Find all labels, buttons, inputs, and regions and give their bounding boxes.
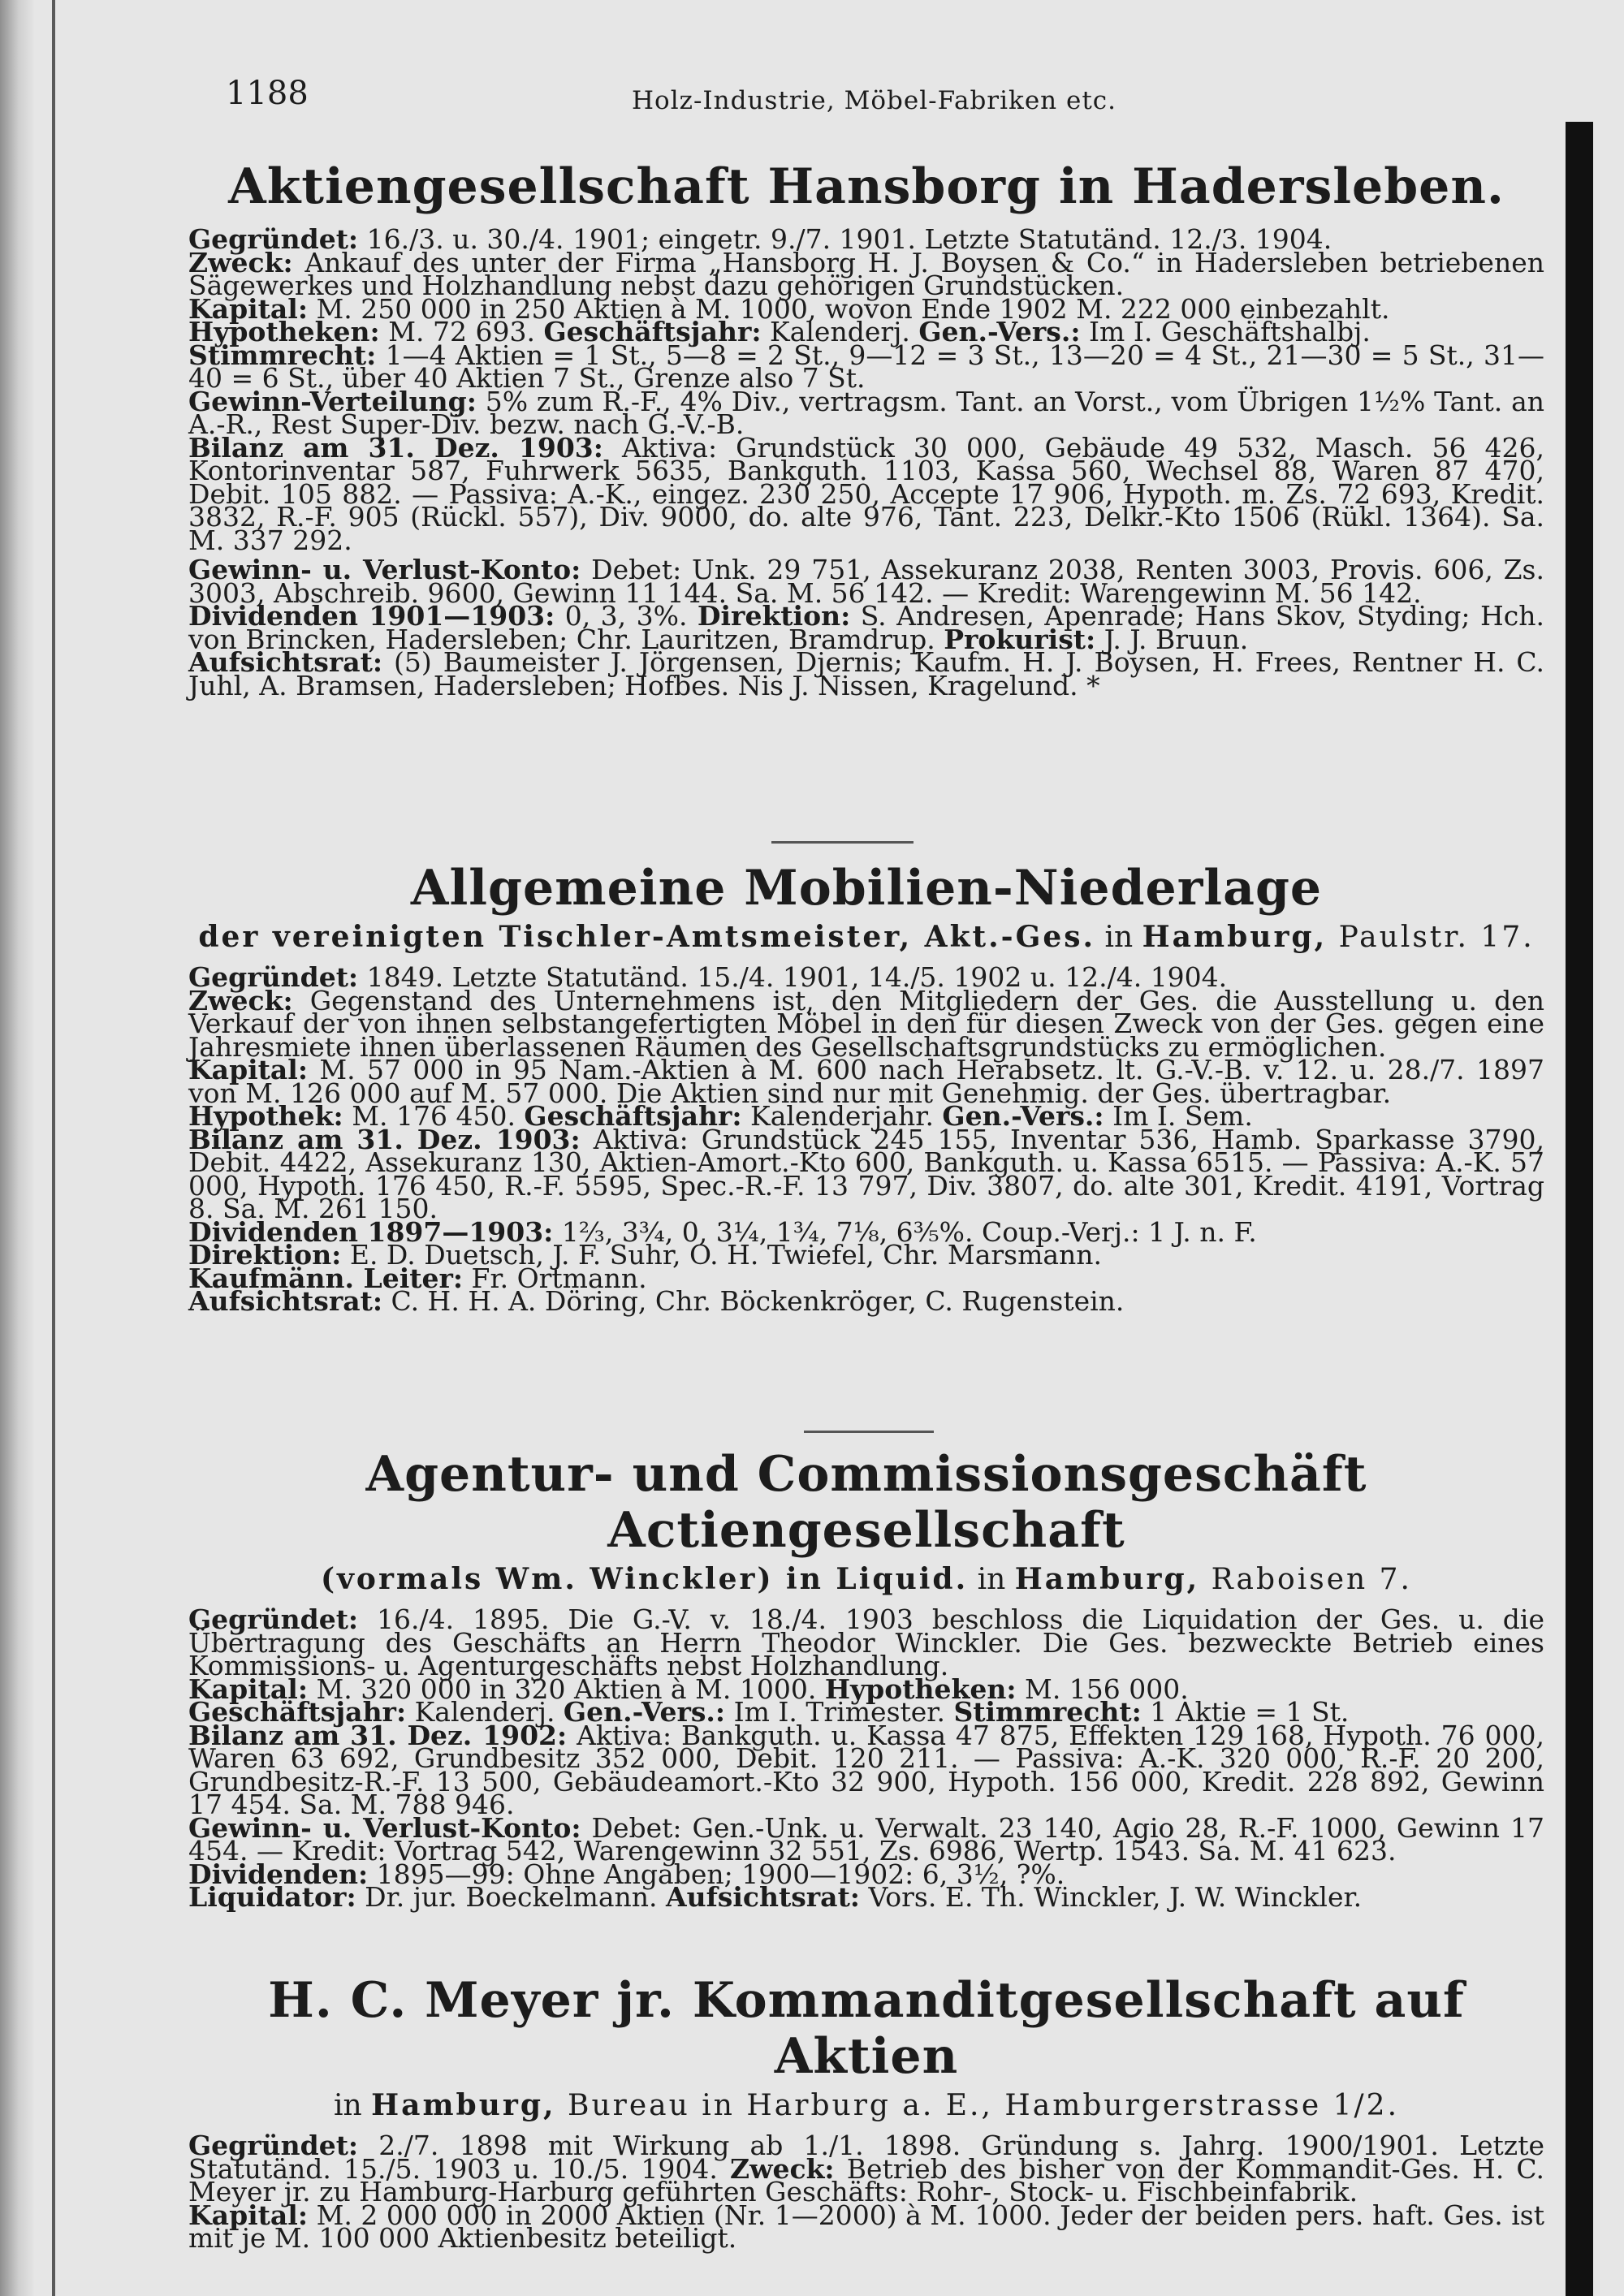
entry-line: Kapital: M. 250 000 in 250 Aktien à M. 1000, wovon Ende 1902 M. 222 000 einbezahlt. <box>188 292 1390 325</box>
company-body <box>188 2130 1544 2255</box>
company-body <box>188 223 1545 701</box>
entry-line: Hypothek: M. 176 450. Geschäftsjahr: Kalenderjahr. Gen.-Vers.: Im I. Sem. <box>188 1100 1253 1133</box>
entry-line: Kapital: M. 320 000 in 320 Aktien à M. 1000. Hypotheken: M. 156 000. <box>188 1672 1189 1705</box>
running-title: Holz-Industrie, Möbel-Fabriken etc. <box>632 86 1117 115</box>
entry-line: Gegründet: 16./3. u. 30./4. 1901; eingetr. 9./7. 1901. Letzte Statutänd. 12./3. 1904. <box>188 223 1332 255</box>
entry-line: Gegründet: 2./7. 1898 mit Wirkung ab 1./1. 1898. Gründung s. Jahrg. 1900/1901. Letzte Statutänd. 15./5. 1903 u. 10./5. 1904. Zweck: Betrieb des bisher von der Kommandit-Ges. H. C. Meyer jr. zu Hamburg-Harburg geführten Geschäfts: Rohr-, Stock- u. Fischbeinfabrik. <box>188 2130 1544 2208</box>
company-body <box>188 961 1544 1318</box>
section-divider <box>771 841 914 844</box>
page-header <box>226 75 1549 123</box>
company-subtitle: der vereinigten Tischler-Amtsmeister, Akt.-Ges. in Hamburg, Paulstr. 17. <box>198 920 1535 954</box>
page-number: 1188 <box>226 75 309 112</box>
entry-line: Hypotheken: M. 72 693. Geschäftsjahr: Kalenderj. Gen.-Vers.: Im I. Geschäftshalbj. <box>188 316 1371 347</box>
entry-line: Gegründet: 1849. Letzte Statutänd. 15./4. 1901, 14./5. 1902 u. 12./4. 1904. <box>188 961 1228 994</box>
entry-line: Aufsichtsrat: C. H. H. A. Döring, Chr. Böckenkröger, C. Rugenstein. <box>188 1285 1125 1318</box>
entry-line: Stimmrecht: 1—4 Aktien = 1 St., 5—8 = 2 St., 9—12 = 3 St., 13—20 = 4 St., 21—30 = 5 St., 31—40 = 6 St., über 40 Aktien 7 St., Grenze also 7 St. <box>188 339 1544 394</box>
company-title: H. C. Meyer jr. Kommanditgesellschaft auf Aktien <box>268 1972 1465 2085</box>
entry-line: Zweck: Gegenstand des Unternehmens ist, den Mitgliedern der Ges. die Ausstellung u. den Verkauf der von ihnen selbstangefertigten Möbel in den für diesen Zweck von der Ges. gegen eine Jahresmiete ihnen überlassenen Räumen des Gesellschaftsgrundstücks zu ermöglichen. <box>188 984 1544 1063</box>
section-divider <box>804 1431 934 1433</box>
company-entry <box>188 1972 1544 2255</box>
company-subtitle: in Hamburg, Bureau in Harburg a. E., Hamburgerstrasse 1/2. <box>333 2088 1400 2122</box>
entry-line: Kapital: M. 57 000 in 95 Nam.-Aktien à M. 600 nach Herabsetz. lt. G.-V.-B. v. 12. u. 28./7. 1897 von M. 126 000 auf M. 57 000. Die Aktien sind nur mit Genehmig. der Ges. übertragbar. <box>188 1054 1544 1109</box>
entry-line: Dividenden 1901—1903: 0, 3, 3%. Direktion: S. Andresen, Apenrade; Hans Skov, Styding; Hch. von Brincken, Hadersleben; Chr. Lauritzen, Bramdrup. Prokurist: J. J. Bruun. <box>188 600 1544 655</box>
entry-line: Gewinn- u. Verlust-Konto: Debet: Gen.-Unk. u. Verwalt. 23 140, Agio 28, R.-F. 1000, Gewinn 17 454. — Kredit: Vortrag 542, Warengewinn 32 551, Zs. 6986, Wertp. 1543. Sa. M. 41 623. <box>188 1811 1544 1867</box>
entry-line: Liquidator: Dr. jur. Boeckelmann. Aufsichtsrat: Vors. E. Th. Winckler, J. W. Winckler. <box>188 1881 1363 1914</box>
entry-line: Gewinn-Verteilung: 5% zum R.-F., 4% Div., vertragsm. Tant. an Vorst., vom Übrigen 1½% Tant. an A.-R., Rest Super-Div. bezw. nach G.-V.-B. <box>188 385 1544 440</box>
entry-line: Dividenden 1897—1903: 1⅔, 3¾, 0, 3¼, 1¾, 7⅛, 6⅗%. Coup.-Verj.: 1 J. n. F. <box>188 1215 1257 1248</box>
entry-line: Geschäftsjahr: Kalenderj. Gen.-Vers.: Im I. Trimester. Stimmrecht: 1 Aktie = 1 St. <box>188 1696 1350 1728</box>
entry-line: Kaufmänn. Leiter: Fr. Ortmann. <box>188 1262 647 1294</box>
entry-line: Bilanz am 31. Dez. 1903: Aktiva: Grundstück 245 155, Inventar 536, Hamb. Sparkasse 3790, Debit. 4422, Assekuranz 130, Aktien-Amort.-Kto 600, Bankguth. u. Kassa 6515. — Passiva: A.-K. 57 000, Hypoth. 176 450, R.-F. 5595, Spec.-R.-F. 13 797, Div. 3807, do. alte 301, Kredit. 4191, Vortrag 8. Sa. M. 261 150. <box>188 1123 1544 1225</box>
company-title: Aktiengesellschaft Hansborg in Hadersleben. <box>228 158 1505 215</box>
entry-line: Kapital: M. 2 000 000 in 2000 Aktien (Nr. 1—2000) à M. 1000. Jeder der beiden pers. haft. Ges. ist mit je M. 100 000 Aktienbesitz beteiligt. <box>188 2199 1544 2255</box>
entry-line: Dividenden: 1895—99: Ohne Angaben; 1900—1902: 6, 3½, ?%. <box>188 1858 1065 1890</box>
company-entry <box>188 1446 1544 1914</box>
entry-line: Aufsichtsrat: (5) Baumeister J. Jörgensen, Djernis; Kaufm. H. J. Boysen, H. Frees, Rentner H. C. Juhl, A. Bramsen, Hadersleben; Hofbes. Nis J. Nissen, Kragelund. * <box>188 646 1544 701</box>
entry-line: Bilanz am 31. Dez. 1903: Aktiva: Grundstück 30 000, Gebäude 49 532, Masch. 56 426, Kontorinventar 587, Fuhrwerk 5635, Bankguth. 1103, Kassa 560, Wechsel 88, Waren 87 470, Debit. 105 882. — Passiva: A.-K., eingez. 230 250, Accepte 17 906, Hypoth. m. Zs. 72 693, Kredit. 3832, R.-F. 905 (Rückl. 557), Div. 9000, do. alte 976, Tant. 223, Delkr.-Kto 1506 (Rükl. 1364). Sa. M. 337 292. <box>188 431 1545 556</box>
company-body <box>188 1603 1544 1914</box>
entry-line: Gegründet: 16./4. 1895. Die G.-V. v. 18./4. 1903 beschloss die Liquidation der Ges. u. die Übertragung des Geschäfts an Herrn Theodor Winckler. Die Ges. bezweckte Betrieb eines Kommissions- u. Agenturgeschäfts nebst Holzhandlung. <box>188 1603 1544 1682</box>
entry-line: Bilanz am 31. Dez. 1902: Aktiva: Bankguth. u. Kassa 47 875, Effekten 129 168, Hypoth. 76 000, Waren 63 692, Grundbesitz 352 000, Debit. 120 211. — Passiva: A.-K. 320 000, R.-F. 20 200, Grundbesitz-R.-F. 13 500, Gebäudeamort.-Kto 32 900, Hypoth. 156 000, Kredit. 228 892, Gewinn 17 454. Sa. M. 788 946. <box>188 1719 1544 1821</box>
company-entry <box>188 158 1545 701</box>
company-title: Allgemeine Mobilien-Niederlage <box>410 860 1323 917</box>
entry-line: Zweck: Ankauf des unter der Firma „Hansborg H. J. Boysen & Co.“ in Hadersleben betriebenen Sägewerkes und Holzhandlung nebst dazu gehörigen Grundstücken. <box>188 246 1544 301</box>
company-subtitle: (vormals Wm. Winckler) in Liquid. in Hamburg, Raboisen 7. <box>320 1562 1412 1596</box>
company-entry <box>188 860 1544 1318</box>
company-title: Agentur- und Commissionsgeschäft Actiengesellschaft <box>365 1446 1367 1559</box>
entry-line: Gewinn- u. Verlust-Konto: Debet: Unk. 29 751, Assekuranz 2038, Renten 3003, Provis. 606, Zs. 3003, Abschreib. 9600, Gewinn 11 144. Sa. M. 56 142. — Kredit: Warengewinn M. 56 142. <box>188 554 1544 609</box>
entry-line: Direktion: E. D. Duetsch, J. F. Suhr, O. H. Twiefel, Chr. Marsmann. <box>188 1239 1103 1271</box>
